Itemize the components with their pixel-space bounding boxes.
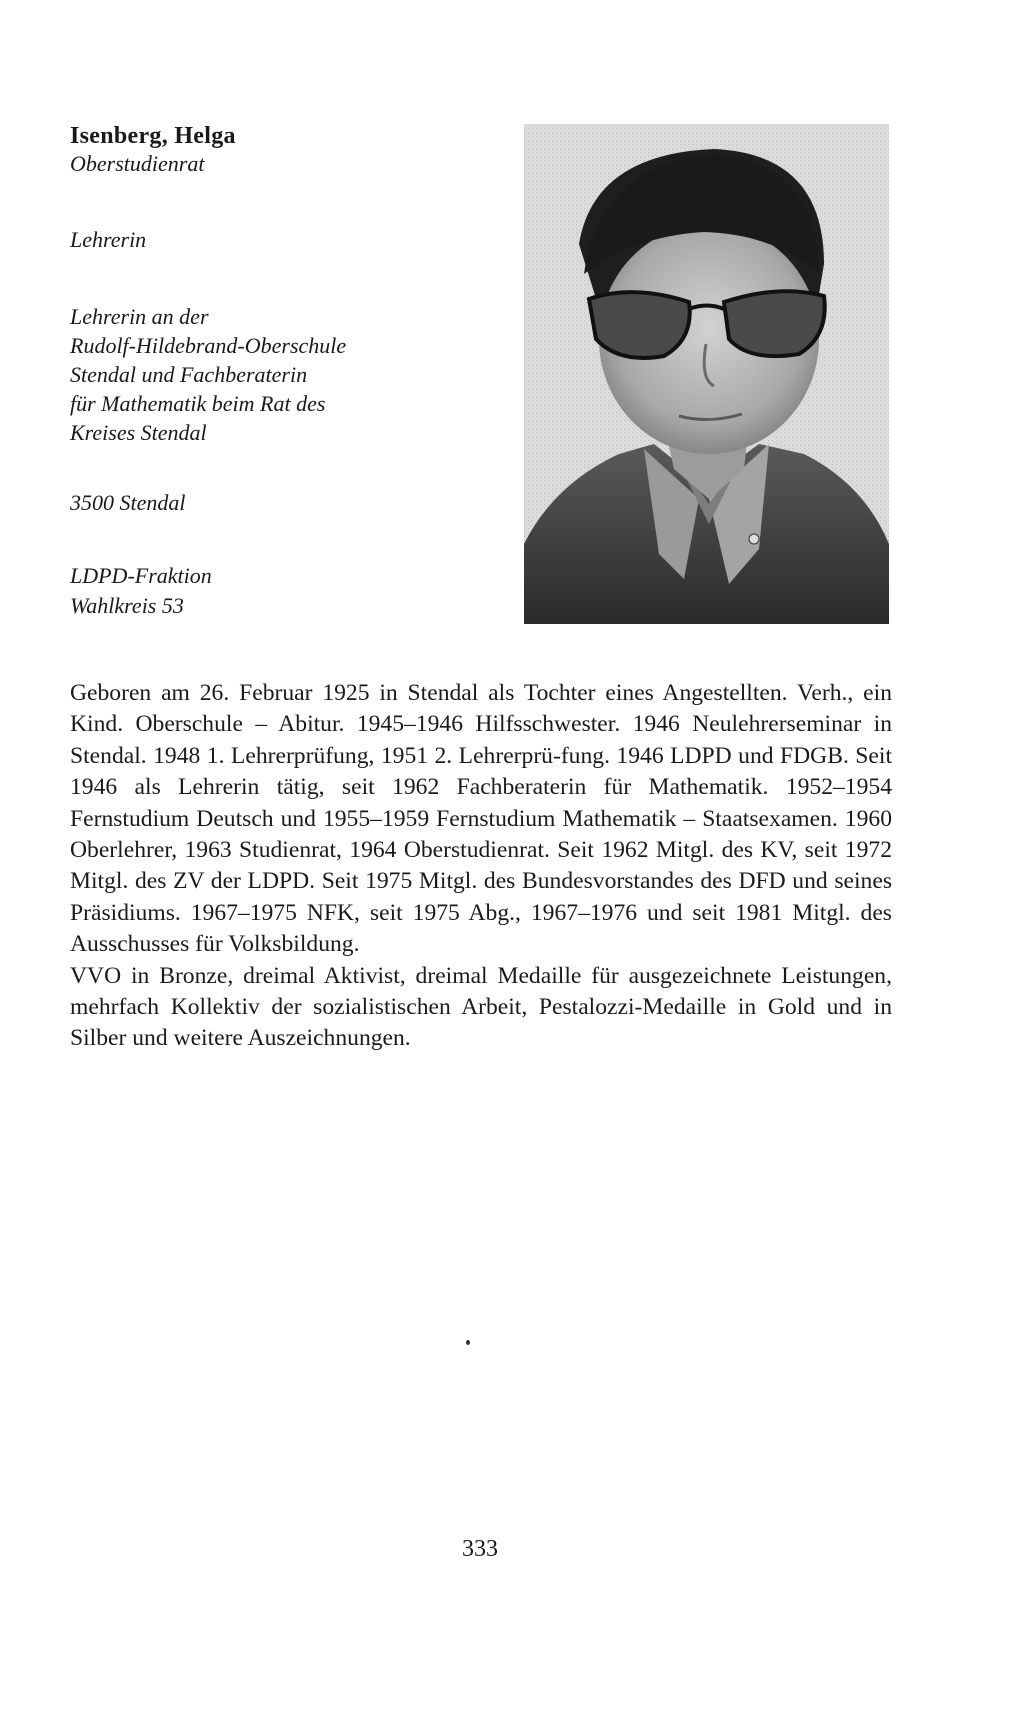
workplace-line: Rudolf-Hildebrand-Oberschule <box>70 333 347 358</box>
faction <box>70 561 510 621</box>
workplace-line: für Mathematik beim Rat des <box>70 391 326 416</box>
workplace <box>70 302 510 447</box>
faction-line: Wahlkreis 53 <box>70 593 184 618</box>
profession: Lehrerin <box>70 227 147 252</box>
print-speck <box>466 1340 470 1345</box>
workplace-line: Kreises Stendal <box>70 420 207 445</box>
workplace-line: Lehrerin an der <box>70 304 209 329</box>
biography-paragraph: Geboren am 26. Februar 1925 in Stendal als Tochter eines Angestellten. Verh., ein Kind. Oberschule – Abitur. 1945–1946 Hilfsschwester. 1946 Neulehrerseminar in Stendal. 1948 1. Lehrerprüfung, 1951 2. Lehrerprü-fung. 1946 LDPD und FDGB. Seit 1946 als Lehrerin tätig, seit 1962 Fachberaterin für Mathematik. 1952–1954 Fernstudium Deutsch und 1955–1959 Fernstudium Mathematik – Staatsexamen. 1960 Oberlehrer, 1963 Studienrat, 1964 Oberstudienrat. Seit 1962 Mitgl. des KV, seit 1972 Mitgl. des ZV der LDPD. Seit 1975 Mitgl. des Bundesvorstandes des DFD und seines Präsidiums. 1967–1975 NFK, seit 1975 Abg., 1967–1976 und seit 1981 Mitgl. des Ausschusses für Volksbildung. <box>70 680 892 958</box>
workplace-line: Stendal und Fachberaterin <box>70 362 308 387</box>
biography <box>70 678 892 1055</box>
academic-title: Oberstudienrat <box>70 151 205 176</box>
page-number: 333 <box>462 1536 498 1562</box>
portrait-photo <box>524 124 889 624</box>
biography-paragraph: VVO in Bronze, dreimal Aktivist, dreimal Medaille für ausgezeichnete Leistungen, mehrfach Kollektiv der sozialistischen Arbeit, Pestalozzi-Medaille in Gold und in Silber und weitere Auszeichnungen. <box>70 962 892 1052</box>
faction-line: LDPD-Fraktion <box>70 563 212 588</box>
portrait-illustration <box>524 124 889 624</box>
person-name: Isenberg, Helga <box>70 123 236 149</box>
entry-header <box>70 122 510 621</box>
city: 3500 Stendal <box>70 490 186 515</box>
